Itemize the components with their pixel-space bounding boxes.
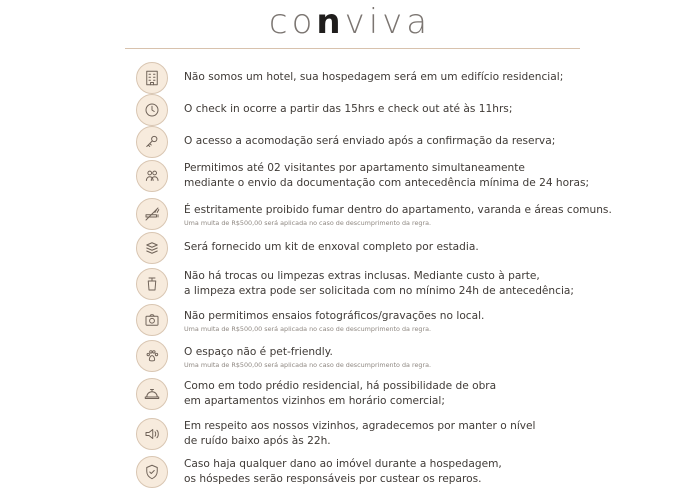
brand-name-suffix: viva [344, 2, 432, 42]
rule-text [184, 345, 594, 369]
rule-line2: de ruído baixo após às 22h. [184, 435, 331, 447]
shield-check-icon [136, 456, 168, 488]
rule-line1: Será fornecido um kit de enxoval completo por estadia. [184, 241, 479, 253]
rule-line1: O acesso a acomodação será enviado após a confirmação da reserva; [184, 135, 556, 147]
no-smoking-icon [136, 198, 168, 230]
rule-text [184, 309, 594, 333]
rule-text [184, 240, 594, 255]
rule-fine-note: Uma multa de R$500,00 será aplicada no caso de descumprimento da regra. [184, 325, 432, 333]
rule-text [184, 102, 594, 117]
key-icon [136, 126, 168, 158]
rule-line2: mediante o envio da documentação com antecedência mínima de 24 horas; [184, 177, 590, 189]
visitors-icon [136, 160, 168, 192]
rule-text [184, 269, 594, 299]
rule-text [184, 379, 594, 409]
header-divider [125, 48, 580, 49]
clock-icon [136, 94, 168, 126]
brand-name-mark: n [316, 2, 345, 42]
rule-text [184, 419, 594, 449]
rule-line1: Caso haja qualquer dano ao imóvel durante a hospedagem, [184, 458, 502, 470]
rule-fine-note: Uma multa de R$500,00 será aplicada no caso de descumprimento da regra. [184, 361, 432, 369]
rule-line2: a limpeza extra pode ser solicitada com no mínimo 24h de antecedência; [184, 285, 574, 297]
rule-line1: Em respeito aos nossos vizinhos, agradecemos por manter o nível [184, 420, 536, 432]
brand-name-prefix: co [268, 2, 317, 42]
rule-line2: os hóspedes serão responsáveis por custear os reparos. [184, 473, 482, 485]
brand-logo [0, 4, 700, 40]
rule-fine-note: Uma multa de R$500,00 será aplicada no caso de descumprimento da regra. [184, 219, 432, 227]
rule-line1: Não permitimos ensaios fotográficos/gravações no local. [184, 310, 485, 322]
rule-text [184, 70, 594, 85]
rule-text [184, 161, 594, 191]
rule-line1: Não há trocas ou limpezas extras inclusas. Mediante custo à parte, [184, 270, 540, 282]
rule-line1: Não somos um hotel, sua hospedagem será em um edifício residencial; [184, 71, 564, 83]
paw-icon [136, 340, 168, 372]
rule-line2: em apartamentos vizinhos em horário comercial; [184, 395, 445, 407]
rule-text [184, 203, 612, 227]
rule-line1: O check in ocorre a partir das 15hrs e check out até às 11hrs; [184, 103, 513, 115]
speaker-icon [136, 418, 168, 450]
towels-icon [136, 232, 168, 264]
rule-text [184, 134, 594, 149]
rule-line1: Permitimos até 02 visitantes por apartamento simultaneamente [184, 162, 525, 174]
camera-icon [136, 304, 168, 336]
cleaning-icon [136, 268, 168, 300]
rule-line1: É estritamente proibido fumar dentro do apartamento, varanda e áreas comuns. [184, 204, 612, 216]
rule-text [184, 457, 594, 487]
rule-line1: Como em todo prédio residencial, há possibilidade de obra [184, 380, 497, 392]
building-icon [136, 62, 168, 94]
hard-hat-icon [136, 378, 168, 410]
rule-line1: O espaço não é pet-friendly. [184, 346, 333, 358]
